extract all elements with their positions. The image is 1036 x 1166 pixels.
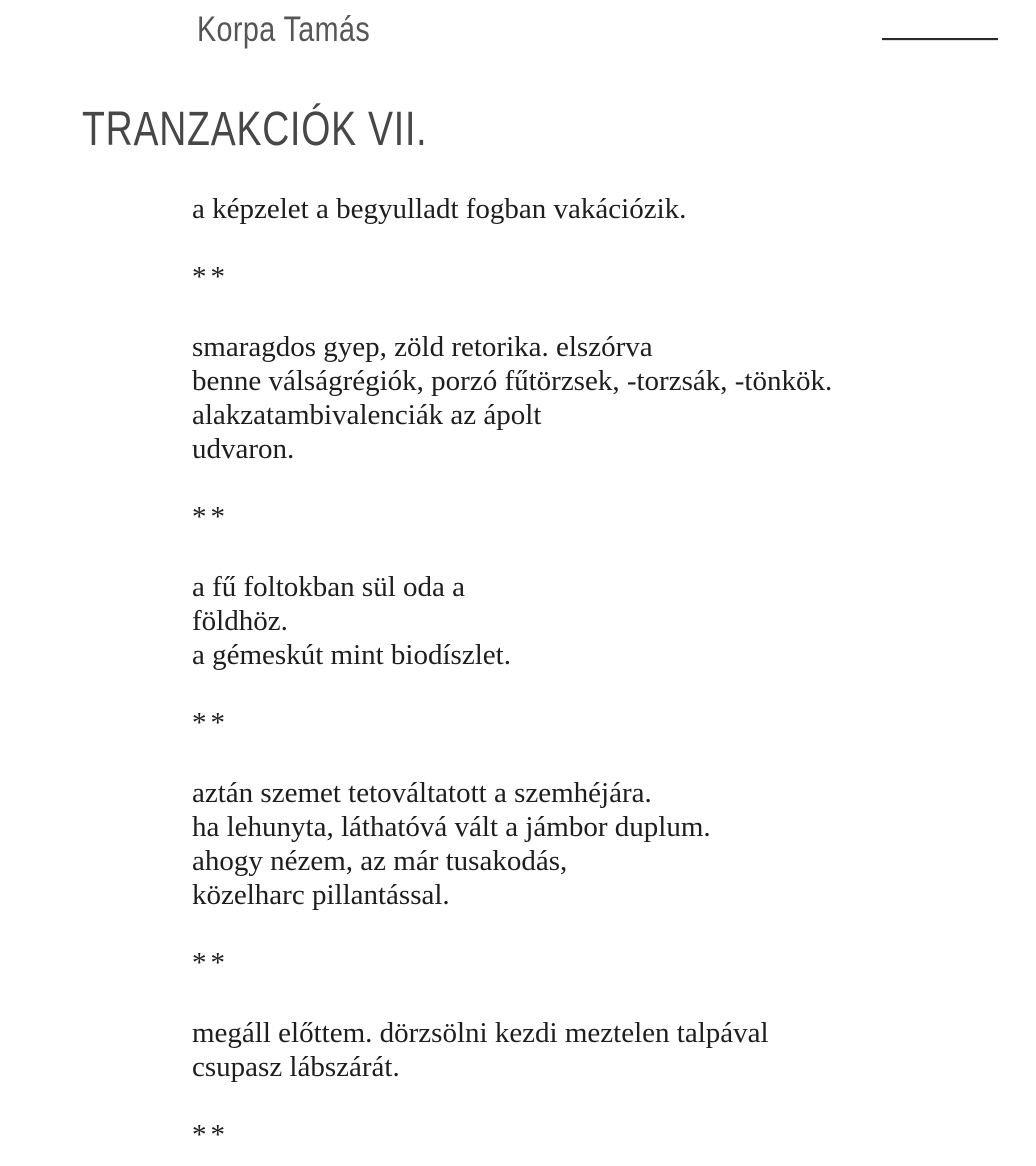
stanza bbox=[192, 776, 952, 912]
poem-line: aztán szemet tetováltatott a szemhéjára. bbox=[192, 777, 652, 809]
stanza-separator: ** bbox=[192, 261, 229, 293]
stanza-separator: ** bbox=[192, 501, 229, 533]
poem-line: a fű foltokban sül oda a bbox=[192, 571, 466, 603]
stanza bbox=[192, 1016, 952, 1084]
poem-line: udvaron. bbox=[192, 433, 295, 465]
poem-line: megáll előttem. dörzsölni kezdi meztelen talpával bbox=[192, 1017, 769, 1049]
poem-line: ha lehunyta, láthatóvá vált a jámbor duplum. bbox=[192, 811, 711, 843]
poem-line: a képzelet a begyulladt fogban vakációzik. bbox=[192, 193, 687, 225]
poem-line: alakzatambivalenciák az ápolt bbox=[192, 399, 542, 431]
stanza bbox=[192, 330, 952, 466]
top-right-rule bbox=[882, 38, 998, 40]
stanza bbox=[192, 192, 952, 226]
poem-line: smaragdos gyep, zöld retorika. elszórva bbox=[192, 331, 653, 363]
poem-line: benne válságrégiók, porzó fűtörzsek, -torzsák, -tönkök. bbox=[192, 365, 833, 397]
poem-line: a gémeskút mint biodíszlet. bbox=[192, 639, 511, 671]
poem-line: földhöz. bbox=[192, 605, 288, 637]
stanza bbox=[192, 570, 952, 672]
poem-line: közelharc pillantással. bbox=[192, 879, 450, 911]
poem-body bbox=[192, 192, 952, 1152]
stanza-separator: ** bbox=[192, 1119, 229, 1151]
stanza-separator: ** bbox=[192, 707, 229, 739]
poem-line: csupasz lábszárát. bbox=[192, 1051, 400, 1083]
poem-line: ahogy nézem, az már tusakodás, bbox=[192, 845, 568, 877]
poem-title: TRANZAKCIÓK VII. bbox=[82, 103, 428, 156]
author-name: Korpa Tamás bbox=[197, 10, 371, 49]
stanza-separator: ** bbox=[192, 947, 229, 979]
